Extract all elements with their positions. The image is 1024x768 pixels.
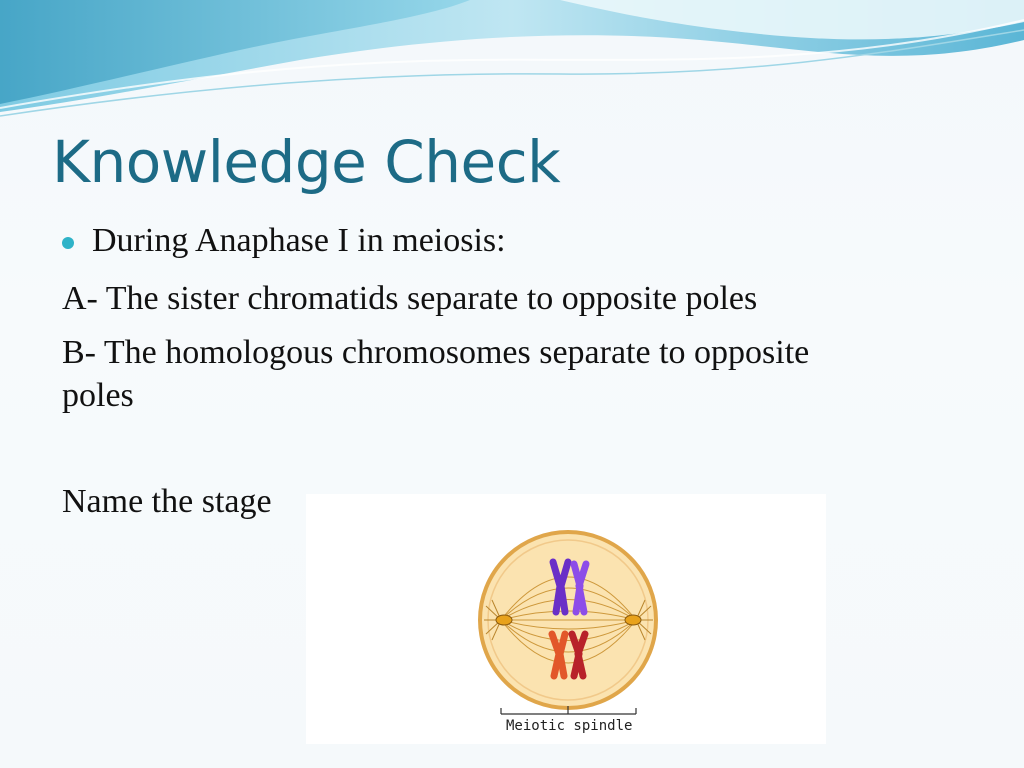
question-prompt: Name the stage: [62, 483, 272, 520]
bullet-text: During Anaphase I in meiosis:: [92, 222, 506, 259]
caption-bracket: [501, 706, 636, 714]
bullet-dot-icon: [62, 237, 74, 249]
meiosis-diagram: [306, 494, 826, 744]
header-wave-decoration: [0, 0, 1024, 120]
centriole-right: [625, 615, 641, 625]
option-b-line2: poles: [62, 377, 134, 414]
option-b-line1: B- The homologous chromosomes separate to opposite: [62, 334, 810, 371]
option-a: A- The sister chromatids separate to opposite poles: [62, 280, 758, 317]
figure-caption: Meiotic spindle: [506, 718, 633, 734]
slide-title: Knowledge Check: [52, 128, 561, 196]
centriole-left: [496, 615, 512, 625]
